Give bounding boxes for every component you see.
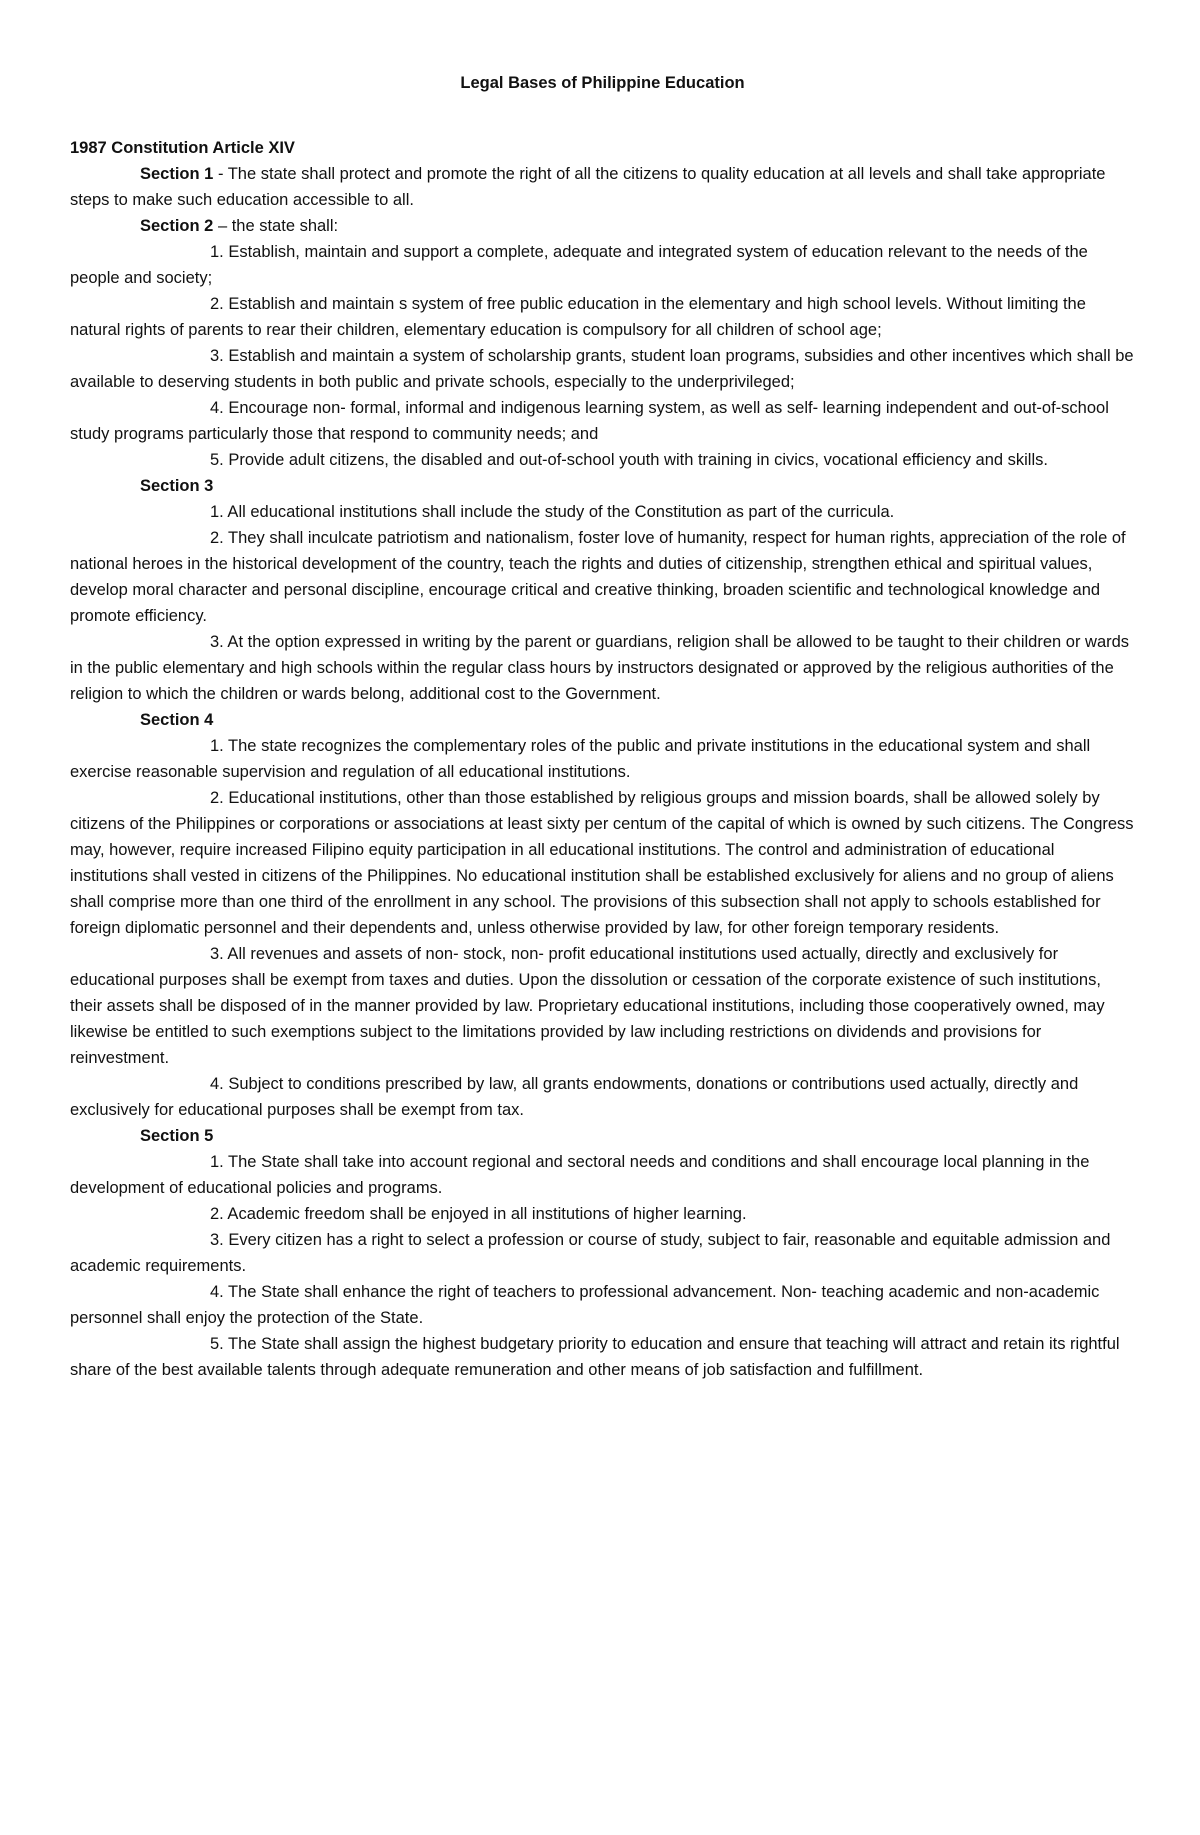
section-block — [70, 473, 1135, 707]
sections-container — [70, 161, 1135, 1383]
section-item: 3. All revenues and assets of non- stock, non- profit educational institutions used actually, directly and exclusively for educational purposes shall be exempt from taxes and duties. Upon the dissolution or cessation of the corporate existence of such institutions, their assets shall be disposed of in the manner provided by law. Proprietary educational institutions, including those cooperatively owned, may likewise be entitled to such exemptions subject to the limitations provided by law including restrictions on dividends and provisions for reinvestment. — [70, 945, 1105, 1067]
section-item: 2. Educational institutions, other than those established by religious groups and mission boards, shall be allowed solely by citizens of the Philippines or corporations or associations at least sixty per centum of the capital of which is owned by such citizens. The Congress may, however, require increased Filipino equity participation in all educational institutions. The control and administration of educational institutions shall vested in citizens of the Philippines. No educational institution shall be established exclusively for aliens and no group of aliens shall comprise more than one third of the enrollment in any school. The provisions of this subsection shall not apply to schools established for foreign diplomatic personnel and their dependents and, unless otherwise provided by law, for other foreign temporary residents. — [70, 789, 1134, 937]
section-item: 2. They shall inculcate patriotism and nationalism, foster love of humanity, respect for human rights, appreciation of the role of national heroes in the historical development of the country, teach the rights and duties of citizenship, strengthen ethical and spiritual values, develop moral character and personal discipline, encourage critical and creative thinking, broaden scientific and technological knowledge and promote efficiency. — [70, 529, 1126, 625]
document-title: Legal Bases of Philippine Education — [460, 74, 745, 92]
section-item: 3. Every citizen has a right to select a profession or course of study, subject to fair, reasonable and equitable admission and academic requirements. — [70, 1231, 1111, 1275]
section-block — [70, 707, 1135, 1123]
section-paragraph — [70, 161, 1135, 213]
section-heading — [70, 213, 1135, 239]
document-page — [70, 60, 1135, 1383]
section-label: Section 4 — [140, 711, 214, 729]
section-label: Section 5 — [140, 1127, 214, 1145]
section-item: 4. Subject to conditions prescribed by law, all grants endowments, donations or contributions used actually, directly and exclusively for educational purposes shall be exempt from tax. — [70, 1075, 1079, 1119]
section-item: 1. The State shall take into account regional and sectoral needs and conditions and shall encourage local planning in the development of educational policies and programs. — [70, 1153, 1090, 1197]
section-label: Section 1 — [140, 165, 214, 183]
section-block — [70, 1123, 1135, 1383]
section-item: 2. Establish and maintain s system of free public education in the elementary and high school levels. Without limiting the natural rights of parents to rear their children, elementary education is compulsory for all children of school age; — [70, 295, 1086, 339]
section-label: Section 2 — [140, 217, 214, 235]
section-item: 1. Establish, maintain and support a complete, adequate and integrated system of education relevant to the needs of the people and society; — [70, 243, 1088, 287]
section-item: 3. At the option expressed in writing by the parent or guardians, religion shall be allowed to be taught to their children or wards in the public elementary and high schools within the regular class hours by instructors designated or approved by the religious authorities of the religion to which the children or wards belong, additional cost to the Government. — [70, 633, 1130, 703]
section-lead-text: – the state shall: — [213, 217, 339, 235]
section-item: 1. The state recognizes the complementary roles of the public and private institutions in the educational system and shall exercise reasonable supervision and regulation of all educational institutions. — [70, 737, 1091, 781]
section-heading — [70, 473, 1135, 499]
section-item: 4. Encourage non- formal, informal and indigenous learning system, as well as self- learning independent and out-of-school study programs particularly those that respond to community needs; and — [70, 399, 1109, 443]
section-item: 3. Establish and maintain a system of scholarship grants, student loan programs, subsidies and other incentives which shall be available to deserving students in both public and private schools, especially to the underprivileged; — [70, 347, 1134, 391]
section-label: Section 3 — [140, 477, 214, 495]
section-heading — [70, 1123, 1135, 1149]
section-item: 5. The State shall assign the highest budgetary priority to education and ensure that teaching will attract and retain its rightful share of the best available talents through adequate remuneration and other means of job satisfaction and fulfillment. — [70, 1335, 1120, 1379]
section-block — [70, 213, 1135, 473]
section-block — [70, 161, 1135, 213]
section-lead-text: - The state shall protect and promote the right of all the citizens to quality education at all levels and shall take appropriate steps to make such education accessible to all. — [70, 165, 1106, 209]
section-item: 2. Academic freedom shall be enjoyed in all institutions of higher learning. — [210, 1205, 747, 1223]
section-item: 5. Provide adult citizens, the disabled and out-of-school youth with training in civics, vocational efficiency and skills. — [210, 451, 1048, 469]
section-item: 4. The State shall enhance the right of teachers to professional advancement. Non- teaching academic and non-academic personnel shall enjoy the protection of the State. — [70, 1283, 1100, 1327]
section-heading — [70, 707, 1135, 733]
article-title: 1987 Constitution Article XIV — [70, 139, 295, 157]
section-item: 1. All educational institutions shall include the study of the Constitution as part of the curricula. — [210, 503, 895, 521]
